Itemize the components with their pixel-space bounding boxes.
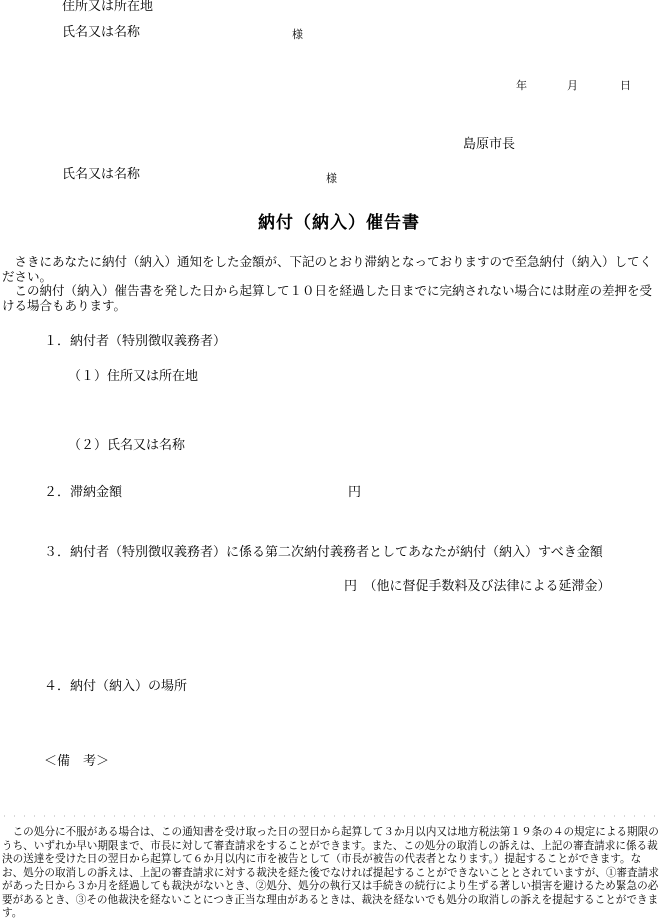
item-payment-place: ４．納付（納入）の場所 bbox=[44, 679, 188, 694]
address-label-top: 住所又は所在地 bbox=[62, 0, 154, 14]
item-taxpayer-address: （１）住所又は所在地 bbox=[68, 369, 199, 384]
appeal-notice: この処分に不服がある場合は、この通知書を受け取った日の翌日から起算して３か月以内又は地方税法第１９条の４の規定による期限のうち、いずれか早い期限まで、市長に対して審査請求をすることができます。また、この処分の取消しの訴えは、上記の審査請求に係る裁決の送達を受けた日の翌日から起算して６か月以内に市を被告として（市長が被告の代表者となります。）提起することができます。なお、処分の取消しの訴えは、上記の審査請求に対する裁決を経た後でなければ提起することができないこととされていますが、①審査請求があった日から３か月を経過しても裁決がないとき、②処分、処分の執行又は手続きの続行により生ずる著しい損害を避けるため緊急の必要があるとき、③その他裁決を経ないことにつき正当な理由があるときは、裁決を経ないでも処分の取消しの訴えを提起することができます。 bbox=[2, 826, 659, 919]
item-arrears-unit: 円 bbox=[348, 485, 362, 500]
item-arrears-amount: ２．滞納金額 bbox=[44, 485, 123, 500]
dotted-separator bbox=[0, 812, 663, 820]
issuer-name: 島原市長 bbox=[463, 137, 516, 152]
item-secondary-obligation-unit: 円 （他に督促手数料及び法律による延滞金） bbox=[344, 579, 611, 594]
item-secondary-obligation: ３．納付者（特別徴収義務者）に係る第二次納付義務者としてあなたが納付（納入）すべき金額 bbox=[44, 545, 603, 560]
item-taxpayer-name: （２）氏名又は名称 bbox=[68, 438, 186, 453]
item-taxpayer: １．納付者（特別徴収義務者） bbox=[44, 334, 227, 349]
name-label-bottom: 氏名又は名称 bbox=[62, 167, 141, 182]
date-year: 年 bbox=[516, 79, 527, 92]
remarks-heading: ＜備 考＞ bbox=[44, 754, 110, 769]
paragraph-seizure-warning: この納付（納入）催告書を発した日から起算して１０日を経過した日までに完納されない場合には財産の差押を受ける場合もあります。 bbox=[2, 283, 653, 313]
date-day: 日 bbox=[620, 79, 631, 92]
name-label-top: 氏名又は名称 bbox=[62, 25, 141, 40]
date-month: 月 bbox=[567, 79, 578, 92]
paragraph-overdue: さきにあなたに納付（納入）通知をした金額が、下記のとおり滞納となっておりますので至急納付（納入）してください。 bbox=[2, 254, 653, 284]
honorific-top: 様 bbox=[292, 28, 303, 41]
document-title: 納付（納入）催告書 bbox=[258, 213, 420, 233]
honorific-bottom: 様 bbox=[326, 172, 337, 185]
